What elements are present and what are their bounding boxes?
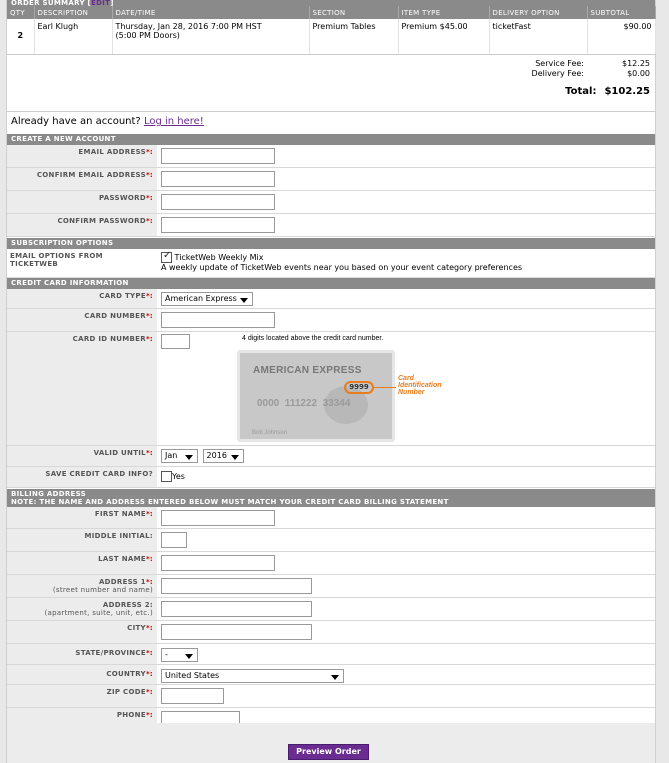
card-number-label: CARD NUMBER*:	[7, 309, 157, 331]
credit-card-header: CREDIT CARD INFORMATION	[7, 278, 655, 289]
valid-until-label: VALID UNTIL*:	[7, 446, 157, 466]
chevron-down-icon	[231, 455, 239, 460]
valid-year-select[interactable]: 2016	[203, 449, 244, 463]
subscription-header: SUBSCRIPTION OPTIONS	[7, 238, 655, 249]
middle-initial-row	[7, 529, 655, 552]
service-fee-label: Service Fee:	[535, 59, 584, 68]
chevron-down-icon	[240, 298, 248, 303]
col-item-type: ITEM TYPE	[398, 6, 489, 19]
email-field[interactable]	[161, 148, 275, 164]
weekly-mix-checkbox[interactable]	[161, 252, 172, 263]
phone-label: PHONE*:	[7, 708, 157, 730]
fees-summary	[7, 55, 655, 112]
delivery-fee-label: Delivery Fee:	[531, 69, 584, 78]
first-name-row	[7, 507, 655, 529]
row-item-type: Premium $45.00	[398, 19, 489, 55]
card-id-connector	[374, 387, 396, 388]
col-delivery: DELIVERY OPTION	[489, 6, 587, 19]
password-label: PASSWORD*:	[7, 191, 157, 213]
row-description: Earl Klugh	[34, 19, 112, 55]
confirm-password-label: CONFIRM PASSWORD*:	[7, 214, 157, 236]
total-value: $102.25	[604, 86, 650, 97]
last-name-row	[7, 552, 655, 575]
row-section: Premium Tables	[309, 19, 398, 55]
confirm-email-row	[7, 168, 655, 191]
chevron-down-icon	[331, 675, 339, 680]
card-holder: Bob Johnson	[252, 430, 288, 436]
col-description: DESCRIPTION	[34, 6, 112, 19]
edit-order-link[interactable]: EDIT	[91, 0, 111, 6]
card-id-field[interactable]	[161, 334, 190, 349]
card-number-field[interactable]	[161, 312, 275, 328]
billing-note: NOTE: THE NAME AND ADDRESS ENTERED BELOW MUST MATCH YOUR CREDIT CARD BILLING STATEMENT	[11, 498, 449, 506]
last-name-label: LAST NAME*:	[7, 552, 157, 574]
zip-label: ZIP CODE*:	[7, 685, 157, 707]
confirm-password-field[interactable]	[161, 217, 275, 233]
password-row	[7, 191, 655, 214]
first-name-field[interactable]	[161, 510, 275, 526]
subscription-row	[7, 249, 655, 278]
first-name-label: FIRST NAME*:	[7, 507, 157, 528]
row-delivery: ticketFast	[489, 19, 587, 55]
card-id-caption: Card Identification Number	[398, 375, 442, 396]
row-doors: (5:00 PM Doors)	[115, 31, 180, 40]
password-field[interactable]	[161, 194, 275, 210]
country-label: COUNTRY*:	[7, 665, 157, 684]
zip-row	[7, 685, 655, 708]
delivery-fee-value: $0.00	[627, 69, 650, 78]
row-subtotal: $90.00	[587, 19, 655, 55]
last-name-field[interactable]	[161, 555, 275, 571]
login-link[interactable]: Log in here!	[143, 116, 204, 127]
save-card-checkbox[interactable]	[161, 471, 172, 482]
card-id-row	[7, 332, 655, 446]
col-datetime: DATE/TIME	[112, 6, 309, 19]
order-table-header	[7, 6, 655, 19]
country-select[interactable]: United States	[161, 669, 344, 683]
address2-label: ADDRESS 2: (apartment, suite, unit, etc.)	[7, 598, 157, 620]
card-id-label: CARD ID NUMBER*:	[7, 332, 157, 445]
order-summary-table	[7, 6, 656, 55]
login-prompt-text: Already have an account?	[11, 116, 141, 127]
country-row	[7, 665, 655, 685]
address1-row	[7, 575, 655, 598]
weekly-mix-desc: A weekly update of TicketWeb events near you based on your event category preferences	[161, 263, 523, 272]
subscription-label: EMAIL OPTIONS FROM TICKETWEB	[7, 249, 157, 277]
zip-field[interactable]	[161, 688, 224, 704]
chevron-down-icon	[185, 455, 193, 460]
row-datetime-text: Thursday, Jan 28, 2016 7:00 PM HST	[115, 22, 262, 31]
state-label: STATE/PROVINCE*:	[7, 644, 157, 664]
col-subtotal: SUBTOTAL	[587, 6, 655, 19]
card-number-row	[7, 309, 655, 332]
credit-card-illustration	[237, 350, 395, 442]
card-type-row	[7, 289, 655, 309]
address1-field[interactable]	[161, 578, 312, 594]
service-fee-value: $12.25	[622, 59, 650, 68]
address1-label: ADDRESS 1*: (street number and name)	[7, 575, 157, 597]
create-account-header: CREATE A NEW ACCOUNT	[7, 134, 655, 145]
card-id-sample: 9999	[344, 381, 374, 394]
city-label: CITY*:	[7, 621, 157, 643]
chevron-down-icon	[185, 654, 193, 659]
preview-order-button[interactable]: Preview Order	[288, 744, 369, 760]
email-row	[7, 145, 655, 168]
confirm-email-field[interactable]	[161, 171, 275, 187]
billing-header	[7, 489, 655, 507]
save-card-option: Yes	[172, 472, 185, 481]
save-card-label: SAVE CREDIT CARD INFO?	[7, 467, 157, 487]
order-summary-title: ORDER SUMMARY [	[11, 0, 92, 6]
address2-row	[7, 598, 655, 621]
state-row	[7, 644, 655, 665]
card-id-hint: 4 digits located above the credit card number.	[242, 335, 384, 342]
login-prompt	[7, 112, 655, 134]
row-datetime	[112, 19, 309, 55]
state-select[interactable]: -	[161, 648, 198, 662]
save-card-row	[7, 467, 655, 488]
email-label: EMAIL ADDRESS*:	[7, 145, 157, 167]
card-type-label: CARD TYPE*:	[7, 289, 157, 308]
table-row	[7, 19, 655, 55]
weekly-mix-label: TicketWeb Weekly Mix	[174, 253, 264, 262]
card-number-sample: 0000 111222 33344	[257, 398, 351, 409]
row-qty: 2	[7, 19, 34, 55]
checkout-page	[6, 0, 656, 763]
confirm-password-row	[7, 214, 655, 237]
col-section: SECTION	[309, 6, 398, 19]
valid-month-select[interactable]: Jan	[161, 449, 198, 463]
valid-until-row	[7, 446, 655, 467]
confirm-email-label: CONFIRM EMAIL ADDRESS*:	[7, 168, 157, 190]
address2-field[interactable]	[161, 601, 312, 617]
order-summary-title-end: ]	[110, 0, 114, 6]
middle-initial-label: MIDDLE INITIAL:	[7, 529, 157, 551]
total-label: Total:	[565, 86, 597, 97]
card-brand: AMERICAN EXPRESS	[253, 365, 362, 376]
billing-title: BILLING ADDRESS	[11, 490, 86, 498]
city-field[interactable]	[161, 624, 312, 640]
card-type-select[interactable]: American Express	[161, 292, 253, 306]
city-row	[7, 621, 655, 644]
col-qty: QTY	[7, 6, 34, 19]
middle-initial-field[interactable]	[161, 532, 187, 548]
